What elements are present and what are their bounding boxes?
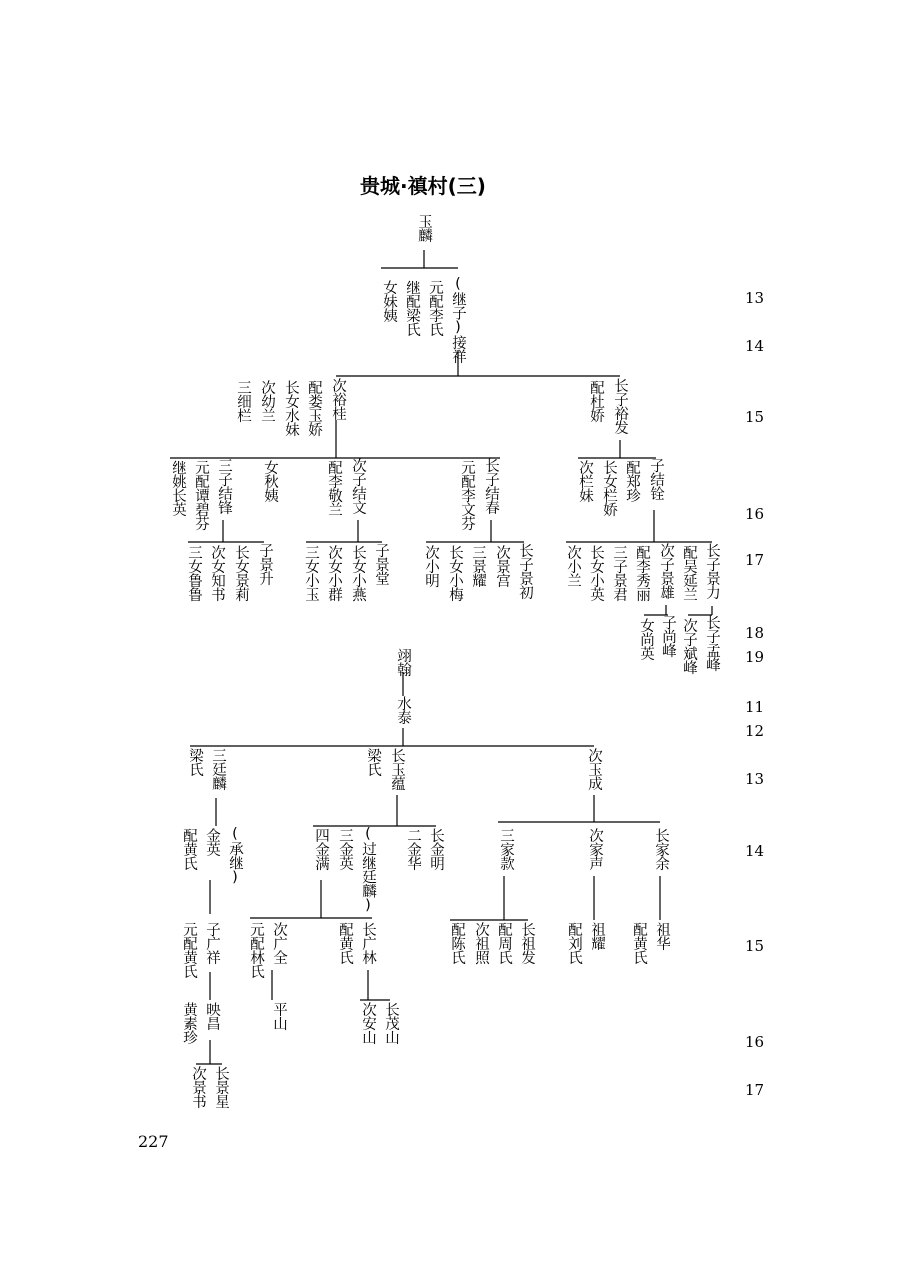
person-entry: 长女景莉 xyxy=(233,545,249,601)
person-entry: 长子结春 xyxy=(483,458,499,514)
generation-number: 15 xyxy=(745,408,765,426)
person-entry: 次小兰 xyxy=(565,545,581,587)
person-entry: 三细栏 xyxy=(235,380,251,422)
person-entry: 次家声 xyxy=(587,828,603,870)
person-entry: 水泰 xyxy=(395,696,411,724)
page-title: 贵城·禛村(三) xyxy=(360,174,486,198)
person-entry: 长子孟峰 xyxy=(704,615,720,671)
person-entry: 三金英 xyxy=(337,828,353,870)
generation-number: 17 xyxy=(745,551,765,569)
generation-number: 18 xyxy=(745,624,765,642)
person-entry: (过继廷麟) xyxy=(360,826,376,913)
person-entry: 次祖照 xyxy=(473,922,489,964)
page-number: 227 xyxy=(138,1132,169,1151)
person-entry: 平山 xyxy=(271,1002,287,1030)
person-entry: 配李秀丽 xyxy=(634,545,650,601)
person-entry: 梁氏 xyxy=(187,748,203,776)
person-entry: 子广祥 xyxy=(204,922,220,964)
person-entry: 子结铨 xyxy=(648,458,664,500)
person-entry: 翊翰 xyxy=(395,648,411,676)
person-entry: 配吴延兰 xyxy=(681,545,697,601)
person-entry: 三家款 xyxy=(498,828,514,870)
person-entry: 祖华 xyxy=(654,922,670,950)
person-entry: 继配梁氏 xyxy=(404,280,420,336)
person-entry: 黄素珍 xyxy=(181,1002,197,1044)
generation-number: 17 xyxy=(745,1081,765,1099)
person-entry: 长茂山 xyxy=(383,1002,399,1044)
person-entry: 长子景力 xyxy=(704,543,720,599)
person-entry: (承继) xyxy=(227,826,243,885)
person-entry: 次幼兰 xyxy=(259,380,275,422)
person-entry: 配李敬兰 xyxy=(326,460,342,516)
person-entry: 次子斌峰 xyxy=(681,618,697,674)
person-entry: 长广林 xyxy=(360,922,376,964)
person-entry: 元配李氏 xyxy=(427,280,443,336)
person-entry: 次小明 xyxy=(423,545,439,587)
person-entry: 长女小梅 xyxy=(447,545,463,601)
person-entry: 配黄氏 xyxy=(631,922,647,964)
person-entry: 金英 xyxy=(204,828,220,856)
person-entry: 三廷麟 xyxy=(210,748,226,790)
generation-number: 11 xyxy=(745,698,765,716)
person-entry: 配刘氏 xyxy=(566,922,582,964)
generation-number: 13 xyxy=(745,770,765,788)
person-entry: 长女水妹 xyxy=(283,380,299,436)
person-entry: 次子景雄 xyxy=(658,543,674,599)
person-entry: 配周氏 xyxy=(496,922,512,964)
person-entry: 女尚英 xyxy=(638,618,654,660)
person-entry: 三女小玉 xyxy=(303,545,319,601)
person-entry: 配黄氏 xyxy=(181,828,197,870)
person-entry: 配陈氏 xyxy=(449,922,465,964)
person-entry: 继姚长英 xyxy=(170,460,186,516)
person-entry: 次广全 xyxy=(271,922,287,964)
person-entry: 次女小群 xyxy=(326,545,342,601)
person-entry: 梁氏 xyxy=(365,748,381,776)
person-entry: 子景升 xyxy=(257,543,273,585)
person-entry: 配杜娇 xyxy=(588,380,604,422)
person-entry: 映昌 xyxy=(204,1002,220,1030)
person-entry: (继子)接祥 xyxy=(450,276,466,363)
person-entry: 配黄氏 xyxy=(337,922,353,964)
person-entry: 长女小燕 xyxy=(350,545,366,601)
person-entry: 长女栏娇 xyxy=(601,460,617,516)
generation-number: 14 xyxy=(745,842,765,860)
person-entry: 长子裕发 xyxy=(612,378,628,434)
generation-number: 16 xyxy=(745,1033,765,1051)
person-entry: 三女鲁鲁 xyxy=(186,545,202,601)
person-entry: 玉麟 xyxy=(416,214,432,242)
person-entry: 次子结文 xyxy=(350,458,366,514)
person-entry: 次景宫 xyxy=(494,545,510,587)
person-entry: 子景堂 xyxy=(373,543,389,585)
person-entry: 长景星 xyxy=(213,1066,229,1108)
person-entry: 次景书 xyxy=(190,1066,206,1108)
person-entry: 长家余 xyxy=(653,828,669,870)
person-entry: 次裕桂 xyxy=(330,378,346,420)
person-entry: 长祖发 xyxy=(519,922,535,964)
person-entry: 长玉蕴 xyxy=(389,748,405,790)
person-entry: 三子结锋 xyxy=(216,458,232,514)
generation-number: 15 xyxy=(745,937,765,955)
person-entry: 三景耀 xyxy=(470,545,486,587)
person-entry: 女秋姨 xyxy=(262,460,278,502)
person-entry: 元配黄氏 xyxy=(181,922,197,978)
generation-number: 13 xyxy=(745,289,765,307)
person-entry: 元配谭碧芬 xyxy=(193,460,209,530)
person-entry: 配娄玉娇 xyxy=(306,380,322,436)
person-entry: 配郑珍 xyxy=(624,460,640,502)
person-entry: 女妹姨 xyxy=(381,280,397,322)
generation-number: 16 xyxy=(745,505,765,523)
person-entry: 三子景君 xyxy=(611,545,627,601)
person-entry: 二金华 xyxy=(405,828,421,870)
generation-number: 19 xyxy=(745,648,765,666)
person-entry: 长子景初 xyxy=(517,543,533,599)
person-entry: 元配李文芬 xyxy=(459,460,475,530)
person-entry: 子尚峰 xyxy=(660,615,676,657)
generation-number: 14 xyxy=(745,337,765,355)
person-entry: 次女知书 xyxy=(209,545,225,601)
person-entry: 四金满 xyxy=(313,828,329,870)
person-entry: 长金明 xyxy=(428,828,444,870)
person-entry: 元配林氏 xyxy=(248,922,264,978)
person-entry: 次栏妹 xyxy=(577,460,593,502)
person-entry: 次安山 xyxy=(360,1002,376,1044)
person-entry: 祖耀 xyxy=(589,922,605,950)
person-entry: 次玉成 xyxy=(586,748,602,790)
person-entry: 长女小英 xyxy=(588,545,604,601)
generation-number: 12 xyxy=(745,722,765,740)
